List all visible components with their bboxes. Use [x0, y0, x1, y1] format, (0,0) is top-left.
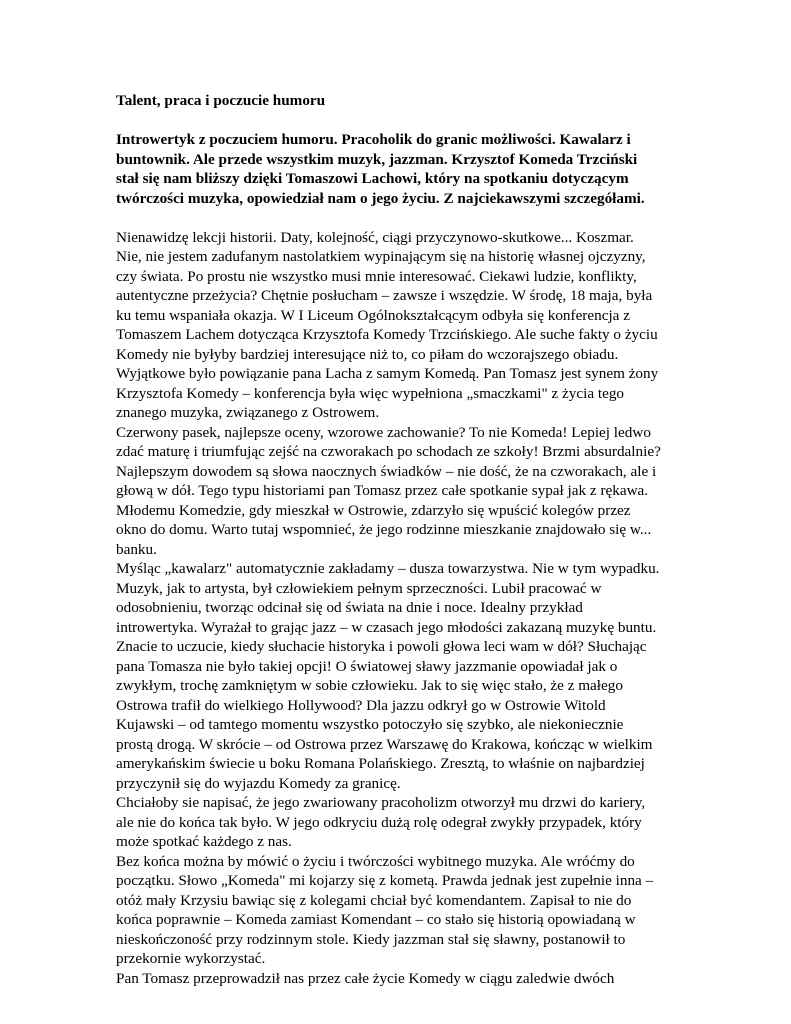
text-line: Wyjątkowe było powiązanie pana Lacha z samym Komedą. Pan Tomasz jest synem żony	[116, 365, 659, 382]
text-line: Pan Tomasz przeprowadził nas przez całe życie Komedy w ciągu zaledwie dwóch	[116, 969, 615, 987]
text-line: odosobnieniu, tworząc odcinał się od świata na dnie i noce. Idealny przykład	[116, 599, 583, 616]
text-line: prostą drogą. W skrócie – od Ostrowa przez Warszawę do Krakowa, kończąc w wielkim	[116, 735, 653, 753]
lead-line: Introwertyk z poczuciem humoru. Pracoholik do granic możliwości. Kawalarz i	[116, 131, 631, 148]
text-line: Kujawski – od tamtego momentu wszystko potoczyło się szybko, ale niekoniecznie	[116, 716, 624, 733]
article-lead	[116, 130, 698, 208]
text-line: Chciałoby sie napisać, że jego zwariowany pracoholizm otworzył mu drzwi do kariery,	[116, 794, 646, 811]
text-line: przyczynił się do wyjazdu Komedy za granicę.	[116, 774, 401, 792]
paragraph-6	[116, 969, 698, 989]
text-line: okno do domu. Warto tutaj wspomnieć, że jego rodzinne mieszkanie znajdowało się w...	[116, 521, 652, 538]
paragraph-3	[116, 559, 698, 793]
text-line: autentyczne przeżycia? Chętnie posłucham – zawsze i wszędzie. W środę, 18 maja, była	[116, 287, 653, 304]
text-line: może spotkać każdego z nas.	[116, 833, 292, 850]
text-line: początku. Słowo „Komeda" mi kojarzy się z kometą. Prawda jednak jest zupełnie inna –	[116, 872, 654, 889]
text-line: Znacie to uczucie, kiedy słuchacie historyka i powoli głowa leci wam w dół? Słuchając	[116, 638, 647, 655]
text-line: Ostrowa trafił do wielkiego Hollywood? Dla jazzu odkrył go w Ostrowie Witold	[116, 696, 606, 714]
text-line: ale nie do końca tak było. W jego odkryciu dużą rolę odegrał zwykły przypadek, który	[116, 813, 642, 831]
text-line: Muzyk, jak to artysta, był człowiekiem pełnym sprzeczności. Lubił pracować w	[116, 579, 602, 597]
text-line: banku.	[116, 540, 157, 558]
lead-line: buntownik. Ale przede wszystkim muzyk, jazzman. Krzysztof Komeda Trzciński	[116, 150, 638, 168]
text-line: Myśląc „kawalarz" automatycznie zakładamy – dusza towarzystwa. Nie w tym wypadku.	[116, 560, 660, 577]
text-line: Najlepszym dowodem są słowa naocznych świadków – nie dość, że na czworakach, ale i	[116, 462, 657, 480]
paragraph-1	[116, 228, 698, 423]
text-line: Tomaszem Lachem dotycząca Krzysztofa Komedy Trzcińskiego. Ale suche fakty o życiu	[116, 326, 658, 343]
paragraph-2	[116, 423, 698, 560]
text-line: Nienawidzę lekcji historii. Daty, kolejność, ciągi przyczynowo-skutkowe... Koszmar.	[116, 228, 634, 246]
lead-line: twórczości muzyka, opowiedział nam o jego życiu. Z najciekawszymi szczegółami.	[116, 189, 645, 207]
text-line: Bez końca można by mówić o życiu i twórczości wybitnego muzyka. Ale wróćmy do	[116, 852, 635, 870]
text-line: introwertyka. Wyrażał to grając jazz – w czasach jego młodości zakazaną muzykę buntu.	[116, 618, 657, 636]
paragraph-5	[116, 852, 698, 969]
text-line: ku temu wspaniała okazja. W I Liceum Ogólnokształcącym odbyła się konferencja z	[116, 306, 630, 324]
text-line: amerykańskim świecie u boku Romana Polańskiego. Zresztą, to właśnie on najbardziej	[116, 755, 645, 772]
text-line: pana Tomasza nie było takiej opcji! O światowej sławy jazzmanie opowiadał jak o	[116, 657, 618, 675]
article-title: Talent, praca i poczucie humoru	[116, 92, 326, 109]
text-line: Czerwony pasek, najlepsze oceny, wzorowe zachowanie? To nie Komeda! Lepiej ledwo	[116, 423, 651, 441]
text-line: głową w dół. Tego typu historiami pan Tomasz przez całe spotkanie sypał jak z rękawa.	[116, 482, 649, 499]
text-line: czy świata. Po prostu nie wszystko musi mnie interesować. Ciekawi ludzie, konflikty,	[116, 267, 637, 285]
text-line: Młodemu Komedzie, gdy mieszkał w Ostrowie, zdarzyło się wpuścić kolegów przez	[116, 501, 631, 519]
text-line: końca poprawnie – Komeda zamiast Komendant – co stało się historią opowiadaną w	[116, 911, 636, 928]
text-line: nieskończoność przy rodzinnym stole. Kiedy jazzman stał się sławny, postanowił to	[116, 930, 626, 948]
document-page	[116, 91, 698, 988]
text-line: przekornie wykorzystać.	[116, 950, 266, 967]
text-line: Nie, nie jestem zadufanym nastolatkiem wypinającym się na historię własnej ojczyzny,	[116, 248, 646, 265]
text-line: otóż mały Krzysiu bawiąc się z kolegami chciał być komendantem. Zapisał to nie do	[116, 891, 632, 909]
text-line: zwykłym, trochę zamkniętym w sobie człowieku. Jak to się więc stało, że z małego	[116, 677, 623, 694]
text-line: zdać maturę i triumfując zejść na czworakach po schodach ze szkoły! Brzmi absurdalnie?	[116, 443, 661, 460]
lead-line: stał się nam bliższy dzięki Tomaszowi Lachowi, który na spotkaniu dotyczącym	[116, 170, 629, 187]
text-line: Komedy nie byłyby bardziej interesujące niż to, co piłam do wczorajszego obiadu.	[116, 345, 619, 363]
paragraph-4	[116, 793, 698, 852]
text-line: znanego muzyka, związanego z Ostrowem.	[116, 404, 380, 421]
text-line: Krzysztofa Komedy – konferencja była więc wypełniona „smaczkami" z życia tego	[116, 384, 625, 402]
